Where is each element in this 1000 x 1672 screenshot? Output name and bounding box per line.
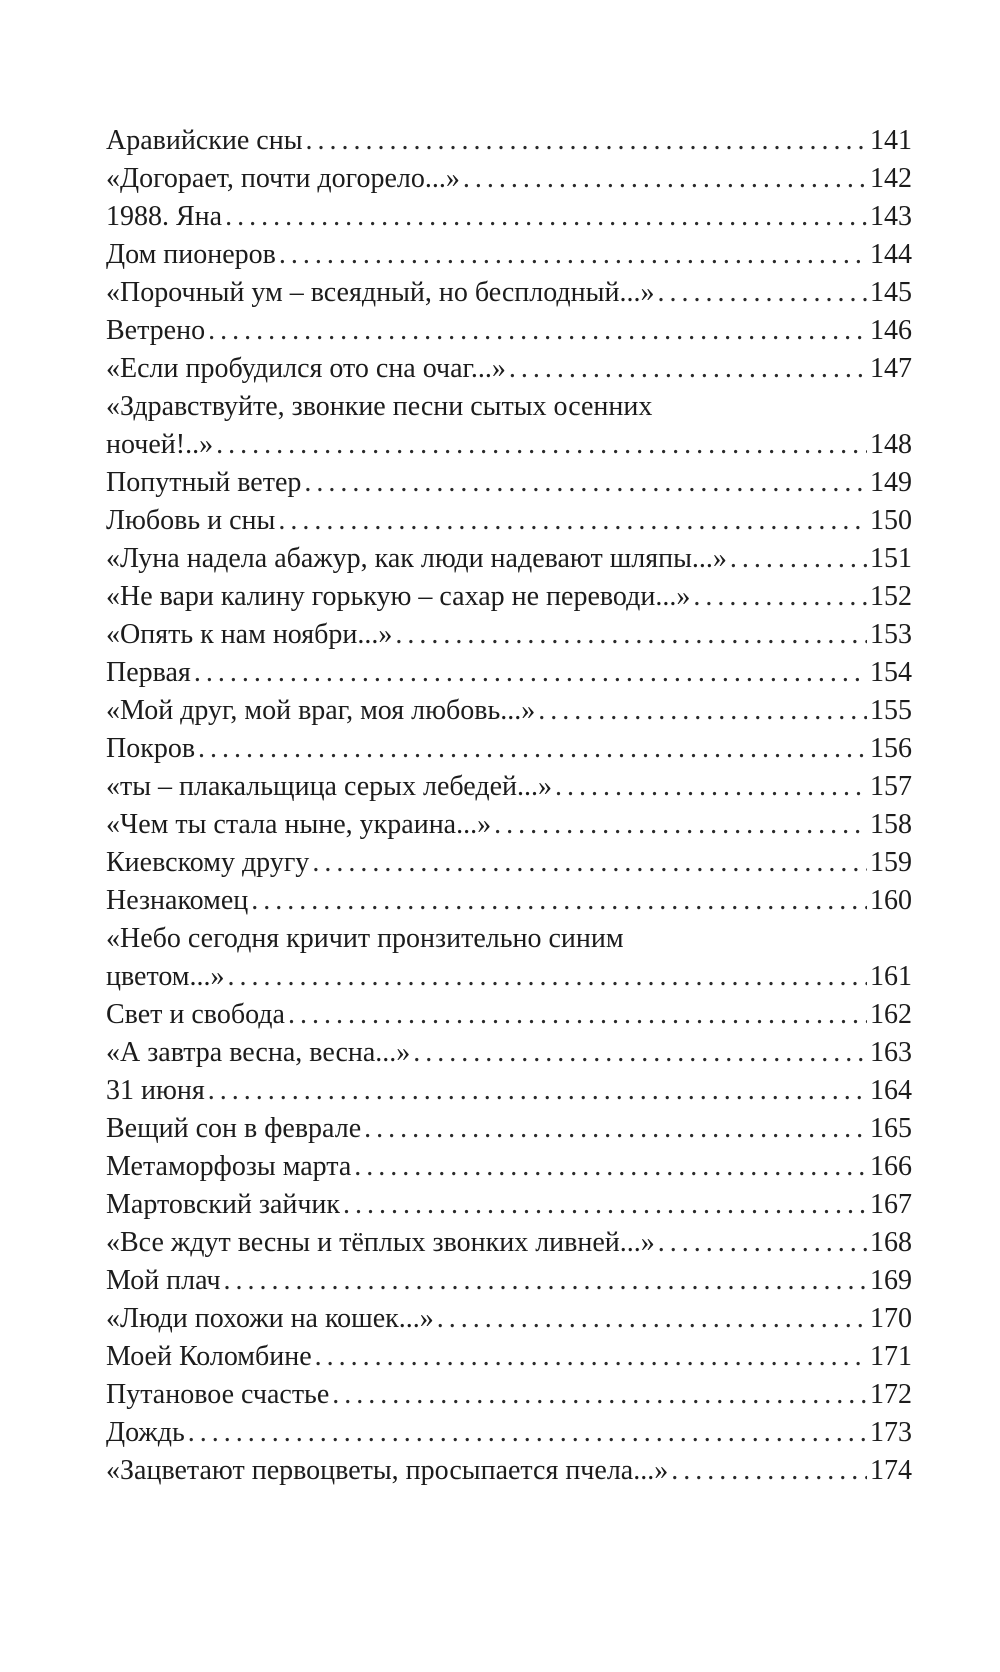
toc-entry-page: 155 (870, 695, 912, 726)
toc-entry-title: Мартовский зайчик (106, 1189, 341, 1220)
toc-entry (106, 464, 912, 502)
toc-entry (106, 540, 912, 578)
toc-entry (106, 160, 912, 198)
toc-entry-page: 145 (870, 277, 912, 308)
toc-entry (106, 1148, 912, 1186)
toc-entry-title: Моей Коломбине (106, 1341, 312, 1372)
toc-entry-page: 174 (870, 1455, 912, 1486)
toc-entry (106, 388, 912, 464)
dot-leader (225, 198, 867, 236)
dot-leader (693, 578, 867, 616)
dot-leader (437, 1300, 867, 1338)
toc-entry-page: 143 (870, 201, 912, 232)
toc-entry-page: 158 (870, 809, 912, 840)
toc-entry (106, 502, 912, 540)
toc-entry (106, 236, 912, 274)
toc-entry (106, 198, 912, 236)
toc-entry (106, 616, 912, 654)
dot-leader (278, 502, 867, 540)
dot-leader (224, 1262, 867, 1300)
toc-entry-page: 170 (870, 1303, 912, 1334)
toc-entry-title: Любовь и сны (106, 505, 276, 536)
toc-entry-title: «Чем ты стала ныне, украина...» (106, 809, 492, 840)
dot-leader (413, 1034, 867, 1072)
toc-entry (106, 1338, 912, 1376)
dot-leader (671, 1452, 867, 1490)
toc-entry (106, 882, 912, 920)
dot-leader (463, 160, 867, 198)
toc-entry (106, 122, 912, 160)
toc-entry-title: «Не вари калину горькую – сахар не переводи...» (106, 581, 691, 612)
toc-entry-page: 142 (870, 163, 912, 194)
dot-leader (343, 1186, 867, 1224)
toc-entry (106, 920, 912, 996)
toc-entry (106, 768, 912, 806)
toc-entry (106, 806, 912, 844)
toc-entry-title: Первая (106, 657, 191, 688)
toc-entry-title: «Луна надела абажур, как люди надевают шляпы...» (106, 543, 727, 574)
dot-leader (494, 806, 867, 844)
toc-entry-title: Дом пионеров (106, 239, 276, 270)
toc-entry-title: Мой плач (106, 1265, 221, 1296)
toc-entry (106, 350, 912, 388)
toc-entry-page: 152 (870, 581, 912, 612)
dot-leader (288, 996, 867, 1034)
toc-entry (106, 692, 912, 730)
toc-entry-page: 166 (870, 1151, 912, 1182)
toc-entry (106, 1376, 912, 1414)
toc-entry-title: Путановое счастье (106, 1379, 330, 1410)
dot-leader (208, 312, 867, 350)
dot-leader (312, 844, 867, 882)
toc-entry-title: «А завтра весна, весна...» (106, 1037, 411, 1068)
dot-leader (658, 1224, 867, 1262)
toc-entry-page: 173 (870, 1417, 912, 1448)
toc-entry-page: 164 (870, 1075, 912, 1106)
dot-leader (332, 1376, 867, 1414)
toc-entry-title: «Опять к нам ноябри...» (106, 619, 393, 650)
toc-entry-title: 1988. Яна (106, 201, 223, 232)
dot-leader (354, 1148, 867, 1186)
toc-entry-page: 169 (870, 1265, 912, 1296)
toc-entry (106, 730, 912, 768)
dot-leader (188, 1414, 867, 1452)
dot-leader (306, 122, 867, 160)
dot-leader (364, 1110, 867, 1148)
toc-entry-title: Аравийские сны (106, 125, 303, 156)
toc-entry (106, 1110, 912, 1148)
dot-leader (315, 1338, 867, 1376)
toc-entry-page: 161 (870, 961, 912, 992)
toc-entry-title: Вещий сон в феврале (106, 1113, 362, 1144)
toc-entry-page: 171 (870, 1341, 912, 1372)
toc-entry-title: ночей!..» (106, 429, 214, 460)
dot-leader (395, 616, 867, 654)
toc-entry-title: Незнакомец (106, 885, 249, 916)
toc-entry-title-line1: «Здравствуйте, звонкие песни сытых осенних (106, 391, 653, 422)
toc-entry-page: 146 (870, 315, 912, 346)
dot-leader (555, 768, 867, 806)
toc-entry-page: 163 (870, 1037, 912, 1068)
toc-entry-page: 153 (870, 619, 912, 650)
toc-entry-title: «Все ждут весны и тёплых звонких ливней...» (106, 1227, 655, 1258)
toc-entry (106, 1300, 912, 1338)
toc-entry-page: 149 (870, 467, 912, 498)
toc-entry-page: 148 (870, 429, 912, 460)
dot-leader (304, 464, 867, 502)
dot-leader (228, 958, 867, 996)
toc-entry-title: 31 июня (106, 1075, 205, 1106)
dot-leader (198, 730, 867, 768)
toc-entry-title: «Порочный ум – всеядный, но бесплодный...» (106, 277, 655, 308)
toc-entry-page: 144 (870, 239, 912, 270)
toc-entry (106, 996, 912, 1034)
toc-entry-title: Ветрено (106, 315, 206, 346)
dot-leader (208, 1072, 867, 1110)
toc-entry-page: 141 (870, 125, 912, 156)
toc-entry-page: 172 (870, 1379, 912, 1410)
toc-entry-title: «Догорает, почти догорело...» (106, 163, 460, 194)
toc-entry-title: «Если пробудился ото сна очаг...» (106, 353, 506, 384)
dot-leader (251, 882, 867, 920)
toc-entry-title: «Зацветают первоцветы, просыпается пчела...» (106, 1455, 669, 1486)
toc-entry-page: 168 (870, 1227, 912, 1258)
toc-entry-page: 157 (870, 771, 912, 802)
dot-leader (509, 350, 867, 388)
toc-entry-title: Дождь (106, 1417, 185, 1448)
dot-leader (730, 540, 867, 578)
toc-entry-title: Свет и свобода (106, 999, 285, 1030)
toc-entry-title: Метаморфозы марта (106, 1151, 352, 1182)
toc-entry-page: 165 (870, 1113, 912, 1144)
toc-entry-page: 167 (870, 1189, 912, 1220)
toc-entry-page: 159 (870, 847, 912, 878)
toc-entry (106, 654, 912, 692)
toc-entry (106, 1414, 912, 1452)
table-of-contents (106, 122, 912, 1490)
dot-leader (657, 274, 867, 312)
toc-entry (106, 274, 912, 312)
dot-leader (194, 654, 867, 692)
toc-entry-title: Покров (106, 733, 196, 764)
toc-entry (106, 312, 912, 350)
toc-entry (106, 844, 912, 882)
toc-entry-title-line1: «Небо сегодня кричит пронзительно синим (106, 923, 624, 954)
toc-entry-title: «Мой друг, мой враг, моя любовь...» (106, 695, 536, 726)
toc-entry-title: «Люди похожи на кошек...» (106, 1303, 434, 1334)
dot-leader (279, 236, 867, 274)
toc-entry-title: Киевскому другу (106, 847, 310, 878)
toc-entry-title: цветом...» (106, 961, 225, 992)
toc-entry-page: 147 (870, 353, 912, 384)
toc-entry-page: 162 (870, 999, 912, 1030)
toc-entry-page: 150 (870, 505, 912, 536)
toc-entry (106, 1452, 912, 1490)
toc-entry-page: 151 (870, 543, 912, 574)
dot-leader (538, 692, 867, 730)
toc-entry (106, 1072, 912, 1110)
toc-entry-title: Попутный ветер (106, 467, 302, 498)
dot-leader (216, 426, 867, 464)
toc-entry-page: 156 (870, 733, 912, 764)
toc-entry (106, 1262, 912, 1300)
toc-entry (106, 1224, 912, 1262)
toc-entry-page: 154 (870, 657, 912, 688)
toc-entry (106, 578, 912, 616)
toc-entry-page: 160 (870, 885, 912, 916)
toc-entry-title: «ты – плакальщица серых лебедей...» (106, 771, 552, 802)
toc-entry (106, 1186, 912, 1224)
toc-entry (106, 1034, 912, 1072)
